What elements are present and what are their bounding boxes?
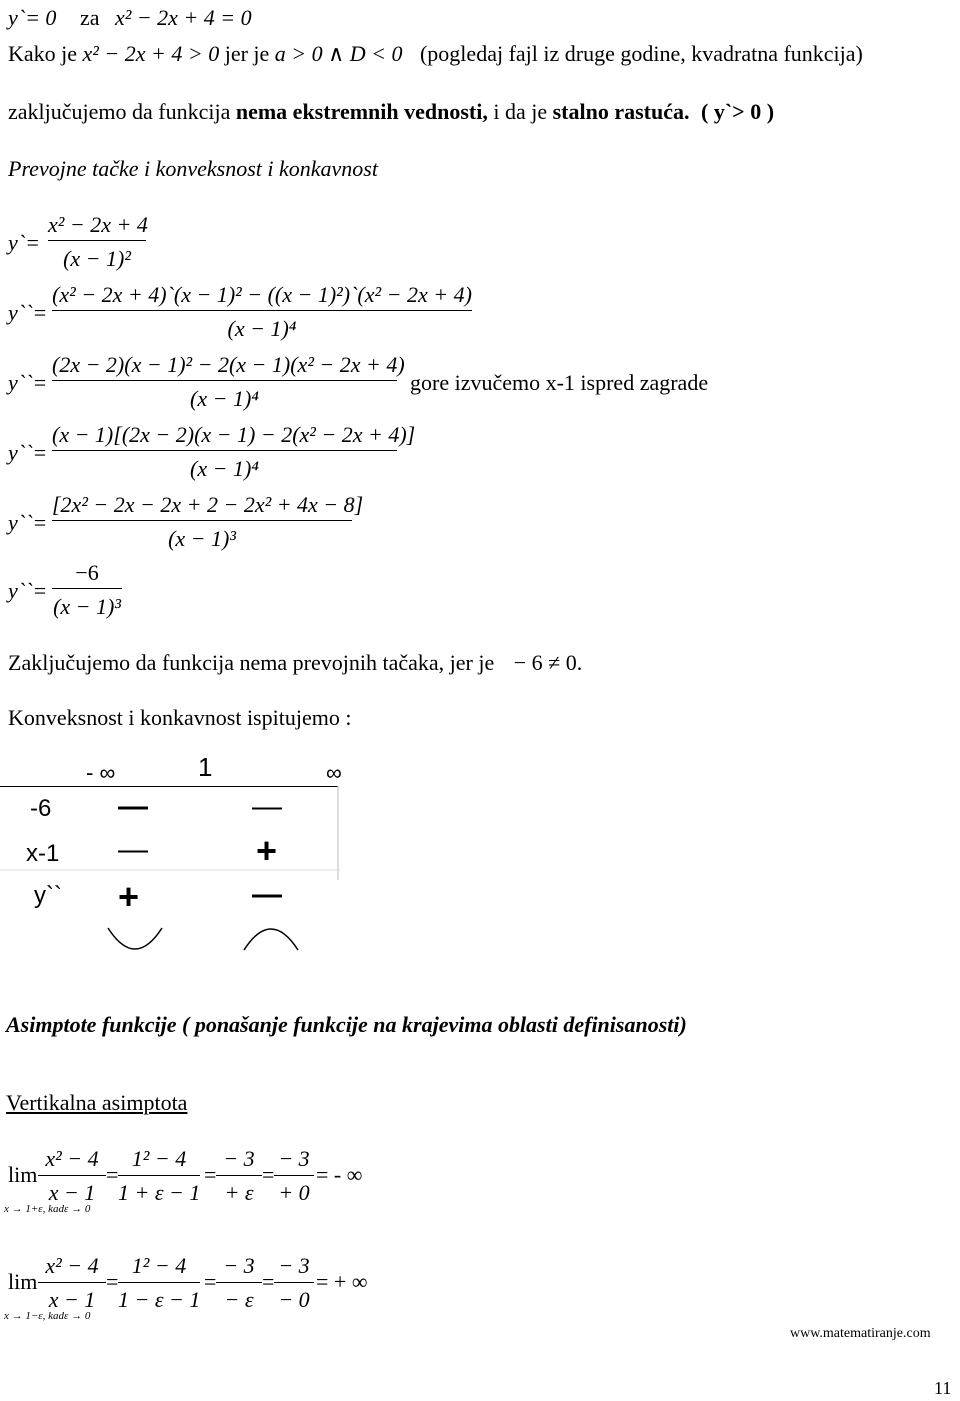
convex-arc-icon xyxy=(100,920,170,960)
line1-za: za xyxy=(79,5,100,30)
d1-num: x² − 2x + 4 xyxy=(48,212,148,237)
line2-t1: Kako je xyxy=(8,41,78,66)
d4-lhs: y``= xyxy=(8,440,48,465)
line3-b2: stalno rastuća. xyxy=(552,99,690,124)
limit1-f2-num: 1² − 4 xyxy=(131,1146,187,1171)
limit2-eq3: = xyxy=(262,1269,275,1294)
line3-paren: ( y`> 0 ) xyxy=(701,99,775,124)
footer-site: www.matematiranje.com xyxy=(790,1326,931,1341)
d3-num: (2x − 2)(x − 1)² − 2(x − 1)(x² − 2x + 4) xyxy=(52,352,405,377)
d6-num: −6 xyxy=(75,560,99,585)
limit2-f4-den: − 0 xyxy=(278,1287,310,1312)
limit2-f1-bar xyxy=(38,1282,106,1283)
limit2-eq1: = xyxy=(106,1269,119,1294)
limit2-f2-bar xyxy=(118,1282,200,1283)
d6-lhs: y``= xyxy=(8,578,48,603)
line1-lhs: y`= 0 xyxy=(8,5,57,30)
limit1-f3-den: + ε xyxy=(224,1180,254,1205)
conclusion-1-text: Zaključujemo da funkcija nema prevojnih tačaka, jer je xyxy=(8,650,495,675)
d5-den: (x − 1)³ xyxy=(168,526,236,551)
d4-bar xyxy=(52,450,397,451)
line1 xyxy=(8,5,252,31)
table-row3-right-sign: — xyxy=(252,878,282,911)
limit1-f3-num: − 3 xyxy=(223,1146,255,1171)
d4-den: (x − 1)⁴ xyxy=(190,456,259,481)
limit1-eq1: = xyxy=(106,1162,119,1187)
limit1-f1-den: x − 1 xyxy=(48,1180,96,1205)
table-row-label-1: -6 xyxy=(30,795,52,822)
limit2-f1-den: x − 1 xyxy=(48,1287,96,1312)
limit1-f4-num: − 3 xyxy=(278,1146,310,1171)
line2-expr: x² − 2x + 4 > 0 xyxy=(82,41,220,66)
d2-lhs: y``= xyxy=(8,300,48,325)
page-number: 11 xyxy=(934,1378,952,1398)
limit1-f4-bar xyxy=(274,1175,314,1176)
d3-lhs: y``= xyxy=(8,370,48,395)
limit2-f3-den: − ε xyxy=(224,1287,254,1312)
limit2-result: = + ∞ xyxy=(316,1269,368,1294)
table-row2-left-sign: — xyxy=(118,833,148,866)
limit1-f1-bar xyxy=(38,1175,106,1176)
d2-bar xyxy=(52,310,472,311)
d6-bar xyxy=(52,588,122,589)
limit2-f4-num: − 3 xyxy=(278,1253,310,1278)
limit2-f2-den: 1 − ε − 1 xyxy=(118,1287,201,1312)
d5-bar xyxy=(52,520,352,521)
limit1-result: = - ∞ xyxy=(316,1162,363,1187)
line2-t2: jer je xyxy=(224,41,270,66)
limit2-eq2: = xyxy=(204,1269,217,1294)
limit2-f1-num: x² − 4 xyxy=(45,1253,99,1278)
line1-expr: x² − 2x + 4 = 0 xyxy=(114,5,252,30)
line3-t1: zaključujemo da funkcija xyxy=(8,99,231,124)
d3-den: (x − 1)⁴ xyxy=(190,386,259,411)
limit1-eq3: = xyxy=(262,1162,275,1187)
limit2-lim: lim xyxy=(8,1269,38,1294)
d2-den: (x − 1)⁴ xyxy=(227,316,297,341)
d4-num: (x − 1)[(2x − 2)(x − 1) − 2(x² − 2x + 4)] xyxy=(52,422,416,447)
d5-lhs: y``= xyxy=(8,510,48,535)
table-header-minus-inf: - ∞ xyxy=(86,760,116,785)
limit2-f4-bar xyxy=(274,1282,314,1283)
line3-b1: nema ekstremnih vednosti, xyxy=(235,99,488,124)
table-row1-right-sign: — xyxy=(252,790,282,823)
limit1-f4-den: + 0 xyxy=(278,1180,310,1205)
table-row-label-2: x-1 xyxy=(26,840,60,867)
limit1-f3-bar xyxy=(216,1175,262,1176)
limit2-sub: x → 1−ε, kadε → 0 xyxy=(4,1310,91,1322)
section3-heading: Vertikalna asimptota xyxy=(6,1090,188,1115)
concave-arc-icon xyxy=(236,916,306,956)
table-header-inf: ∞ xyxy=(326,760,342,785)
limit1-lim: lim xyxy=(8,1162,38,1187)
d6-den: (x − 1)³ xyxy=(53,594,121,619)
limit1-f2-bar xyxy=(118,1175,200,1176)
d2-num: (x² − 2x + 4)`(x − 1)² − ((x − 1)²)`(x² − 2x + 4) xyxy=(52,282,472,307)
conclusion-1-expr: − 6 ≠ 0. xyxy=(513,650,583,675)
limit2-f2-num: 1² − 4 xyxy=(131,1253,187,1278)
line3 xyxy=(8,99,774,125)
table-row1-left-sign: — xyxy=(118,790,148,823)
line2-cond: a > 0 ∧ D < 0 xyxy=(274,41,403,66)
limit1-f2-den: 1 + ε − 1 xyxy=(118,1180,201,1205)
table-row2-right-sign: + xyxy=(256,830,278,871)
line3-t2: i da je xyxy=(493,99,548,124)
limit2-f3-num: − 3 xyxy=(223,1253,255,1278)
limit1-sub: x → 1+ε, kadε → 0 xyxy=(4,1203,91,1215)
conclusion-1 xyxy=(8,650,582,676)
section1-heading: Prevojne tačke i konveksnost i konkavnost xyxy=(8,156,378,181)
d3-note: gore izvučemo x-1 ispred zagrade xyxy=(410,370,709,395)
section2-heading: Asimptote funkcije ( ponašanje funkcije na krajevima oblasti definisanosti) xyxy=(6,1012,687,1037)
d5-num: [2x² − 2x − 2x + 2 − 2x² + 4x − 8] xyxy=(52,492,364,517)
d1-lhs: y`= xyxy=(8,230,40,255)
d1-bar xyxy=(48,240,146,241)
table-row3-left-sign: + xyxy=(118,876,140,917)
table-header-one: 1 xyxy=(198,752,213,782)
d3-bar xyxy=(52,380,397,381)
limit1-f1-num: x² − 4 xyxy=(45,1146,99,1171)
d1-den: (x − 1)² xyxy=(63,246,131,271)
limit1-eq2: = xyxy=(204,1162,217,1187)
limit2-f3-bar xyxy=(216,1282,262,1283)
line2-t3: (pogledaj fajl iz druge godine, kvadratna funkcija) xyxy=(419,41,863,66)
table-row-label-3: y`` xyxy=(34,882,62,909)
line2 xyxy=(8,41,863,67)
conclusion-2: Konveksnost i konkavnost ispitujemo : xyxy=(8,705,352,730)
